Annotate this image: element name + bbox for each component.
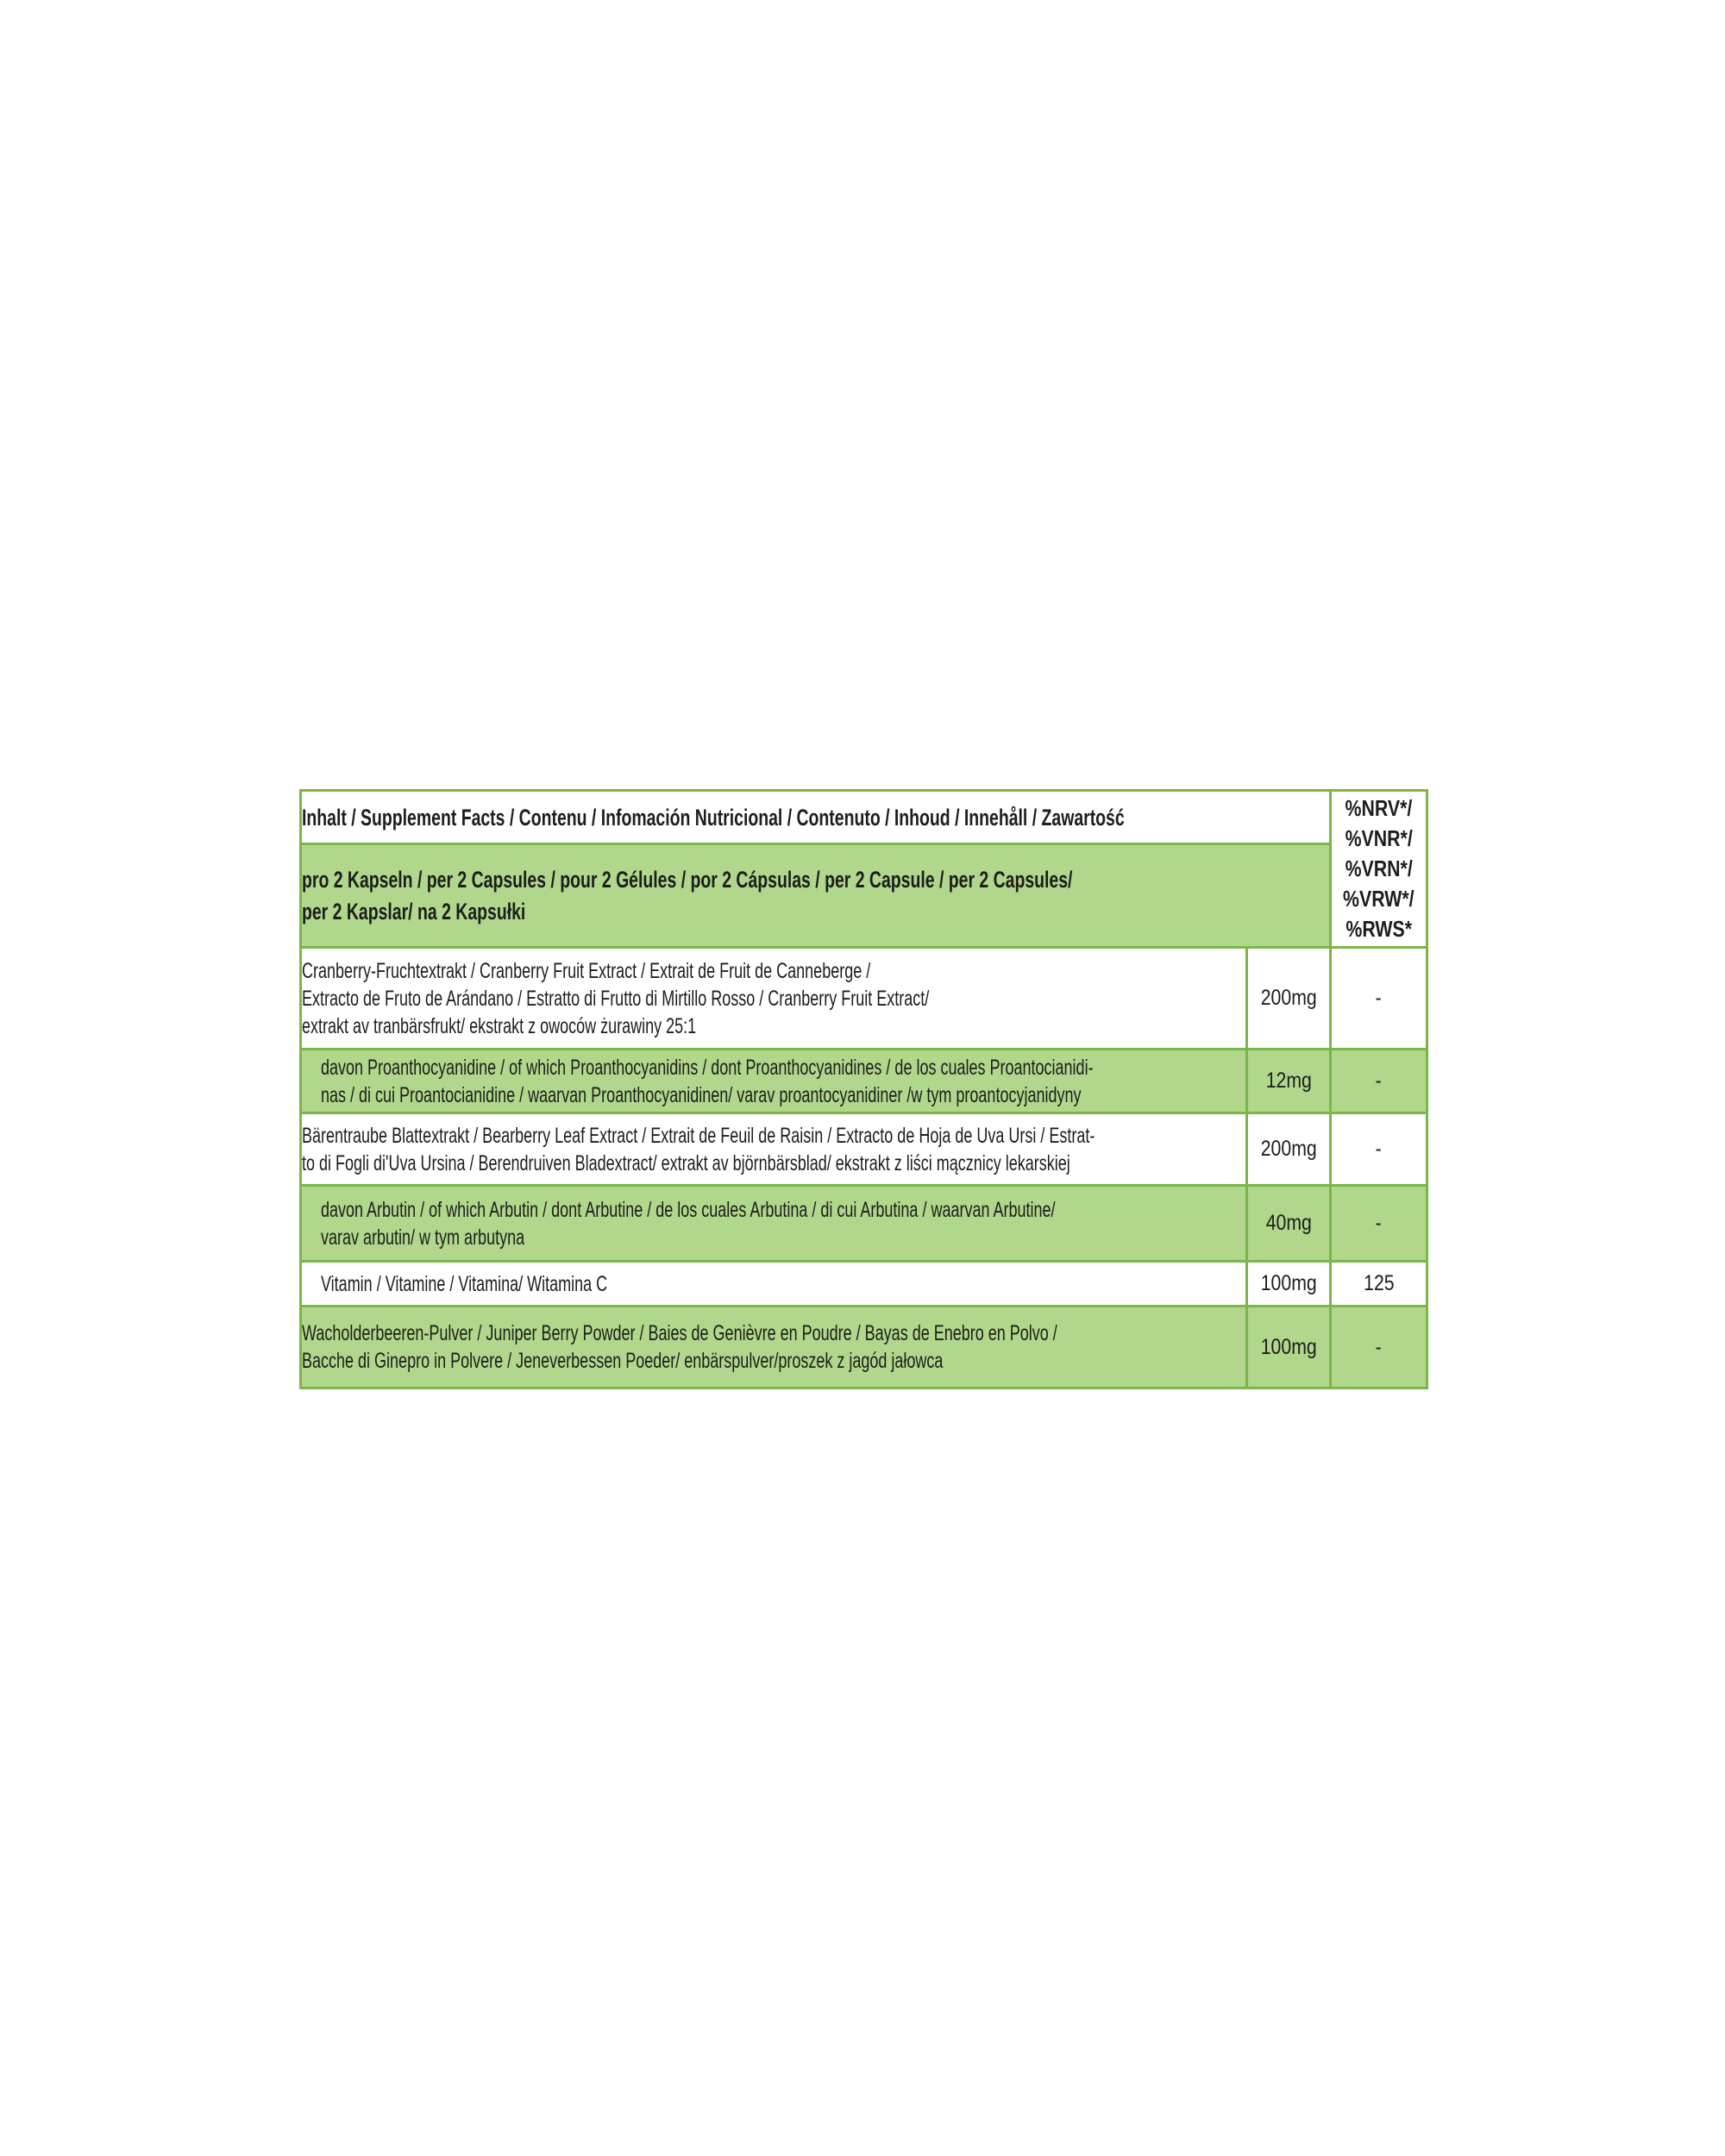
serving-header-row (301, 844, 1427, 948)
row-substance-name (301, 1050, 1247, 1113)
substance-line: Wacholderbeeren-Pulver / Juniper Berry Powder / Baies de Genièvre en Poudre / Bayas de Enebro en Polvo / (302, 1321, 1057, 1345)
substance-line: Bacche di Ginepro in Polvere / Jeneverbessen Poeder/ enbärspulver/proszek z jagód jałowca (302, 1349, 944, 1373)
serving-size-header (301, 844, 1331, 948)
amount-value: 200mg (1260, 986, 1317, 1010)
table-header-row (301, 791, 1427, 844)
row-amount (1247, 1307, 1331, 1388)
nrv-value: - (1375, 986, 1383, 1010)
nrv-header-line: %VNR*/ (1345, 825, 1413, 851)
nrv-header-line: %VRW*/ (1343, 886, 1414, 912)
row-nrv-value (1331, 1113, 1427, 1186)
row-substance-name (301, 1307, 1247, 1388)
nrv-column-header (1331, 791, 1427, 948)
table-row (301, 1262, 1427, 1307)
amount-value: 100mg (1260, 1334, 1317, 1359)
amount-value: 40mg (1265, 1211, 1312, 1235)
nrv-value: - (1375, 1137, 1383, 1161)
row-nrv-value (1331, 1307, 1427, 1388)
nrv-value: - (1375, 1211, 1383, 1235)
table-row (301, 1050, 1427, 1113)
nrv-value: 125 (1363, 1271, 1395, 1295)
substance-line: extrakt av tranbärsfrukt/ ekstrakt z owoców żurawiny 25:1 (302, 1013, 697, 1038)
row-amount (1247, 948, 1331, 1050)
substance-line: nas / di cui Proantocianidine / waarvan Proanthocyanidinen/ varav proantocyanidiner /w tym proantocyjanidyny (321, 1082, 1082, 1107)
substance-line: Bärentraube Blattextrakt / Bearberry Leaf Extract / Extrait de Feuil de Raisin / Extracto de Hoja de Uva Ursi / Estrat- (302, 1123, 1095, 1148)
table-row (301, 1113, 1427, 1186)
table-title (301, 791, 1331, 844)
amount-value: 200mg (1260, 1137, 1317, 1161)
substance-line: Extracto de Fruto de Arándano / Estratto di Frutto di Mirtillo Rosso / Cranberry Fruit Extract/ (302, 986, 930, 1011)
substance-line: davon Proanthocyanidine / of which Proanthocyanidins / dont Proanthocyanidines / de los cuales Proantocianidi- (321, 1055, 1094, 1080)
substance-line: Vitamin / Vitamine / Vitamina/ Witamina C (321, 1271, 608, 1296)
nrv-value: - (1375, 1334, 1383, 1359)
row-nrv-value (1331, 1186, 1427, 1262)
row-amount (1247, 1050, 1331, 1113)
row-nrv-value (1331, 1050, 1427, 1113)
table-row (301, 1307, 1427, 1388)
row-substance-name (301, 948, 1247, 1050)
supplement-facts-table (299, 789, 1428, 1389)
row-substance-name (301, 1113, 1247, 1186)
row-amount (1247, 1186, 1331, 1262)
amount-value: 12mg (1265, 1069, 1312, 1093)
serving-line: per 2 Kapslar/ na 2 Kapsułki (302, 898, 526, 924)
table-row (301, 1186, 1427, 1262)
row-substance-name (301, 1186, 1247, 1262)
amount-value: 100mg (1260, 1271, 1317, 1295)
serving-line: pro 2 Kapseln / per 2 Capsules / pour 2 Gélules / por 2 Cápsulas / per 2 Capsule / per 2 Capsules/ (302, 866, 1073, 893)
substance-line: varav arbutin/ w tym arbutyna (321, 1225, 525, 1250)
table-title-text: Inhalt / Supplement Facts / Contenu / Infomación Nutricional / Contenuto / Inhoud / Innehåll / Zawartość (302, 804, 1125, 830)
table-row (301, 948, 1427, 1050)
row-amount (1247, 1262, 1331, 1307)
substance-line: Cranberry-Fruchtextrakt / Cranberry Fruit Extract / Extrait de Fruit de Canneberge / (302, 958, 871, 983)
substance-line: davon Arbutin / of which Arbutin / dont Arbutine / de los cuales Arbutina / di cui Arbutina / waarvan Arbutine/ (321, 1197, 1056, 1222)
nrv-header-line: %VRN*/ (1345, 856, 1413, 881)
row-nrv-value (1331, 1262, 1427, 1307)
row-substance-name (301, 1262, 1247, 1307)
nrv-value: - (1375, 1069, 1383, 1093)
row-amount (1247, 1113, 1331, 1186)
nrv-header-line: %RWS* (1346, 916, 1412, 942)
nrv-header-line: %NRV*/ (1345, 795, 1413, 821)
row-nrv-value (1331, 948, 1427, 1050)
substance-line: to di Fogli di'Uva Ursina / Berendruiven Bladextract/ extrakt av björnbärsblad/ ekstrakt z liści mącznicy lekarskiej (302, 1150, 1070, 1175)
